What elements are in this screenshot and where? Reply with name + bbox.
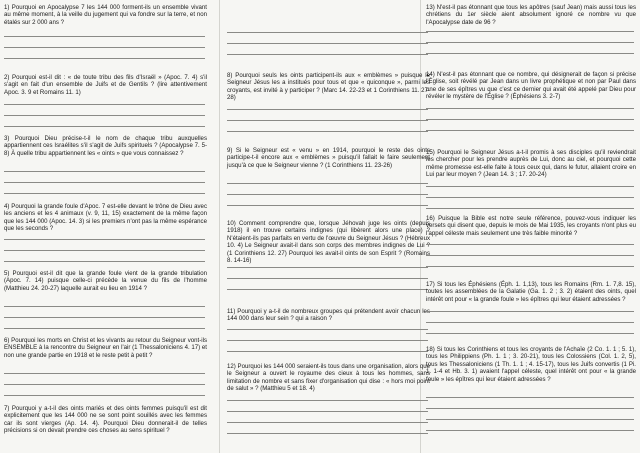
question-5: 5) Pourquoi est-il dit que la grande foule vient de la grande tribulation (Apoc. 7. 14) puisque celle-ci précède la venue du fils de l'homme (Matthieu 24. 20-27) laquelle aurait eu lieu en 1914 ?	[4, 270, 207, 292]
question-6: 6) Pourquoi les morts en Christ et les vivants au retour du Seigneur vont-ils ENSEMBLE à la rencontre du Seigneur en l'air (1 Thessaloniciens 4. 17) et non une grande partie en 1918 et le reste petit à petit ?	[4, 337, 207, 359]
question-18: 18) Si tous les Corinthiens et tous les croyants de l'Achaïe (2 Co. 1. 1 ; 5. 1), tous les Philippiens (Ph. 1. 1 ; 3. 20-21), tous les Colossiens (Col. 1. 2, 5), tous les Thessaloniciens (1 Th. 1. 1 ; 4. 15-17), tous les Juifs convertis (1 Pi. 1. 1-4 et Hb. 3. 1) avaient l'appel céleste, quel intérêt ont pour « la grande foule » les épîtres qui leur étaient adressées ?	[426, 346, 636, 383]
column-middle	[227, 0, 430, 453]
column-right	[426, 0, 636, 453]
question-11: 11) Pourquoi y a-t-il de nombreux groupes qui prétendent avoir chacun les 144 000 dans leur sein ? qui a raison ?	[227, 308, 430, 323]
question-17: 17) Si tous les Éphésiens (Éph. 1. 1,13), tous les Romains (Rm. 1. 7,8. 15), toutes les assemblées de la Galatie (Ga. 1. 2 ; 3. 2) étaient des oints, quel intérêt ont pour « la grande foule » les épîtres qui leur étaient adressées ?	[426, 281, 636, 303]
question-13: 13) N'est-il pas étonnant que tous les apôtres (sauf Jean) mais aussi tous les chrétiens du 1er siècle aient absolument ignoré ce nombre vu que l'Apocalypse date de 96 ?	[426, 4, 636, 26]
question-12: 12) Pourquoi les 144 000 seraient-ils tous dans une organisation, alors que le Seigneur a ouvert le royaume des cieux à tous les hommes, sans limitation de nombre et sans fixer d'organisation qui dise : « hors moi point de salut » ? (Matthieu 5 et 18. 4)	[227, 363, 430, 393]
column-divider	[219, 0, 220, 453]
question-2: 2) Pourquoi est-il dit : « de toute tribu des fils d'Israël » (Apoc. 7. 4) s'il s'agit en fait d'un ensemble de Juifs et de Gentils ? (lire attentivement Apoc. 3. 9 et Romains 11. 1)	[4, 74, 207, 96]
column-left	[4, 0, 207, 453]
question-7: 7) Pourquoi y a-t-il des oints mariés et des oints femmes puisqu'il est dit explicitement que les 144 000 ne se sont point souillés avec les femmes car ils sont vierges (Ap. 14. 4). Pourquoi Dieu donnerait-il de telles précisions si on devait prendre ces choses au sens spirituel ?	[4, 405, 207, 435]
question-8: 8) Pourquoi seuls les oints participent-ils aux « emblèmes » puisque le Seigneur Jésus les a institués pour tous et que « quiconque », parmi les croyants, est invité à y participer ? (Marc 14. 22-23 et 1 Corinthiens 11. 27-28)	[227, 72, 430, 102]
question-3: 3) Pourquoi Dieu précise-t-il le nom de chaque tribu auxquelles appartiennent ces Israélites s'il s'agit de Juifs spirituels ? (Apocalypse 7. 5-8) À quelle tribu appartiennent les « oints » que vous connaissez ?	[4, 135, 207, 157]
question-16: 16) Puisque la Bible est notre seule référence, pouvez-vous indiquer les versets qui disent que, depuis le mois de Mai 1935, les croyants n'ont plus eu l'appel céleste mais seulement une très faible minorité ?	[426, 215, 636, 237]
question-1: 1) Pourquoi en Apocalypse 7 les 144 000 forment-ils un ensemble vivant au même moment, à la veille du jugement qui va fondre sur la terre, et non étalés sur 2 000 ans ?	[4, 4, 207, 26]
question-4: 4) Pourquoi la grande foule d'Apoc. 7 est-elle devant le trône de Dieu avec les anciens et les 4 animaux (v. 9, 11, 15) exactement de la même façon que les 144 000 (Apoc. 14. 3) si les premiers n'ont pas la même espérance que les seconds ?	[4, 203, 207, 233]
question-10: 10) Comment comprendre que, lorsque Jéhovah juge les oints (depuis 1918) il en trouve certains indignes (qui libèrent alors une place) ? N'étaient-ils pas parfaits en vertu de l'œuvre du Seigneur Jésus ? (Hébreux 10. 4) Le Seigneur avait-il dans son corps des membres indignes de Lui ? (1 Corinthiens 12. 27) Pourquoi les avait-il oints de son Esprit ? (Romains 8. 14-16)	[227, 220, 430, 265]
question-9: 9) Si le Seigneur est « venu » en 1914, pourquoi le reste des oints participe-t-il encore aux « emblèmes » puisqu'il fallait le faire seulement jusqu'à ce que le Seigneur vienne ? (1 Corinthiens 11. 23-26)	[227, 147, 430, 169]
question-14: 14) N'est-il pas étonnant que ce nombre, qui désignerait de façon si précise l'Église, soit révélé par Jean dans un livre prophétique et non par Paul dans une de ses épîtres vu que c'est ce dernier qui avait été appelé par Dieu pour révéler le mystère de l'Église ? (Éphésiens 3. 2-7)	[426, 71, 636, 101]
question-15: 15) Pourquoi le Seigneur Jésus a-t-il promis à ses disciples qu'il reviendrait les chercher pour les prendre auprès de Lui, donc au ciel, et pourquoi cette même promesse est-elle faite à tous ceux qui, dans le futur, allaient croire en Lui par leur moyen ? (Jean 14. 3 ; 17. 20-24)	[426, 149, 636, 179]
